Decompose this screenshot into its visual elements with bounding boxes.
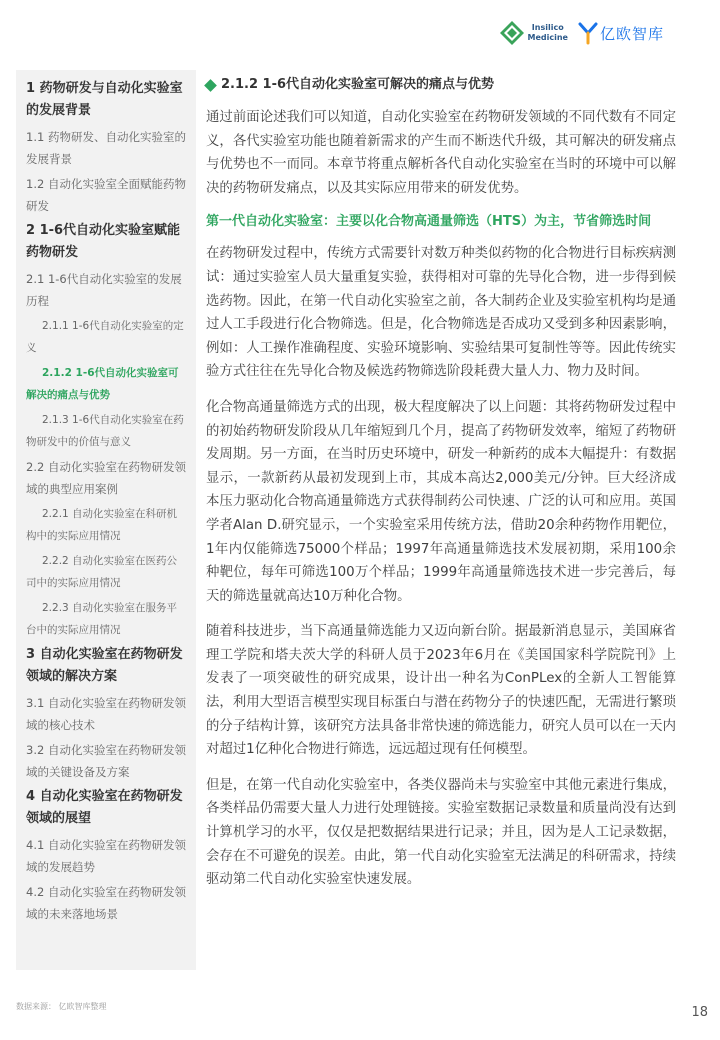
toc-item-2-2-3-label: 2.2.3 自动化实验室在服务平台中的实际应用情况 <box>26 602 178 636</box>
toc-item-2-2-3[interactable] <box>26 597 186 641</box>
diamond-bullet-icon <box>204 79 217 92</box>
toc-item-2-1-2-active[interactable] <box>26 362 186 406</box>
toc-item-4[interactable]: 4 自动化实验室在药物研发领域的展望 <box>26 789 183 826</box>
body-paragraph-3: 随着科技进步，当下高通量筛选能力又迈向新台阶。据最新消息显示，美国麻省理工学院和塔夫茨大学的科研人员于2023年6月在《美国国家科学院院刊》上发表了一项突破性的研究成果，设计出一种名为ConPLex的全新人工智能算法，利用大型语言模型实现目标蛋白与潜在药物分子的快速匹配，无需进行繁琐的分子结构计算，该研究方法具备非常快速的筛选能力，研究人员可以在一天内对超过1亿种化合物进行筛选，远远超过现有任何模型。 <box>206 624 676 758</box>
page-number: 18 <box>691 1005 708 1020</box>
main-content <box>206 70 676 892</box>
insilico-logo-line1: Insilico <box>531 23 564 32</box>
body-paragraph-1: 在药物研发过程中，传统方式需要针对数万种类似药物的化合物进行目标疾病测试：通过实验室人员大量重复实验，获得相对可靠的先导化合物，进一步得到候选药物。因此，在第一代自动化实验室之前，各大制药企业及实验室机构均是通过人工手段进行化合物筛选。但是，化合物筛选是否成功又受到多种因素影响，例如：人工操作准确程度、实验环境影响、实验结果可复制性等等。因此传统实验方式往往在先导化合物及候选药物筛选阶段耗费大量人力、物力及时间。 <box>206 246 676 380</box>
toc-item-1-2[interactable]: 1.2 自动化实验室全面赋能药物研发 <box>26 177 186 213</box>
toc-sidebar <box>16 70 196 970</box>
toc-item-2-2-1-label: 2.2.1 自动化实验室在科研机构中的实际应用情况 <box>26 508 178 542</box>
toc-item-4-2[interactable]: 4.2 自动化实验室在药物研发领域的未来落地场景 <box>26 885 186 921</box>
body-paragraph-4: 但是，在第一代自动化实验室中，各类仪器尚未与实验室中其他元素进行集成，各类样品仍需要大量人力进行处理链接。实验室数据记录数量和质量尚没有达到计算机学习的水平，仅仅是把数据结果进行记录；并且，因为是人工记录数据，会存在不可避免的误差。由此，第一代自动化实验室无法满足的科研需求，持续驱动第二代自动化实验室快速发展。 <box>206 777 676 888</box>
yiou-logo-text: 亿欧智库 <box>599 24 664 43</box>
toc-item-3-1[interactable]: 3.1 自动化实验室在药物研发领域的核心技术 <box>26 696 186 732</box>
toc-item-2-1-3[interactable] <box>26 409 186 453</box>
toc-item-2-1-3-label: 2.1.3 1-6代自动化实验室在药物研发中的价值与意义 <box>26 414 184 448</box>
intro-paragraph: 通过前面论述我们可以知道，自动化实验室在药物研发领域的不同代数有不同定义，各代实验室功能也随着新需求的产生而不断迭代升级，其可解决的研发痛点与优势也不一而同。本章节将重点解析各代自动化实验室在当时的环境中可以解决的药物研发痛点，以及其实际应用带来的研发优势。 <box>206 110 676 196</box>
insilico-medicine-logo <box>499 20 568 46</box>
toc-item-2-1[interactable]: 2.1 1-6代自动化实验室的发展历程 <box>26 272 182 308</box>
yiou-y-icon <box>578 21 598 45</box>
insilico-diamond-icon <box>499 20 525 46</box>
header-logos <box>499 16 664 50</box>
toc-item-2-1-2-label: 2.1.2 1-6代自动化实验室可解决的痛点与优势 <box>26 367 179 401</box>
section-title <box>206 70 676 100</box>
toc-item-2-2-1[interactable] <box>26 503 186 547</box>
toc-item-3-2[interactable]: 3.2 自动化实验室在药物研发领域的关键设备及方案 <box>26 743 186 779</box>
toc-item-2-2[interactable]: 2.2 自动化实验室在药物研发领域的典型应用案例 <box>26 460 186 496</box>
subheading-first-generation: 第一代自动化实验室：主要以化合物高通量筛选（HTS）为主，节省筛选时间 <box>206 214 652 230</box>
toc-item-2-1-1-label: 2.1.1 1-6代自动化实验室的定义 <box>26 320 184 354</box>
body-paragraph-2: 化合物高通量筛选方式的出现，极大程度解决了以上问题：其将药物研发过程中的初始药物研发阶段从几年缩短到几个月，提高了药物研发效率，缩短了药物研发周期。另一方面，在当时历史环境中，研发一种新药的成本大幅提升：有数据显示，一款新药从最初发现到上市，其成本高达2,000美元/分钟。巨大经济成本压力驱动化合物高通量筛选方式获得制药公司快速、广泛的认可和应用。英国学者Alan D.研究显示，一个实验室采用传统方法，借助20余种药物作用靶位，1年内仅能筛选75000个样品；1997年高通量筛选技术发展初期，采用100余种靶位，每年可筛选100万个样品；1999年高通量筛选技术进一步完善后，每天的筛选量就高达10万种化合物。 <box>206 399 676 604</box>
toc-item-1-1[interactable]: 1.1 药物研发、自动化实验室的发展背景 <box>26 130 186 166</box>
toc-item-2-2-2[interactable] <box>26 550 186 594</box>
data-source-note: 数据来源： 亿欧智库整理 <box>16 1002 107 1011</box>
toc-item-2[interactable]: 2 1-6代自动化实验室赋能药物研发 <box>26 223 181 260</box>
insilico-logo-line2: Medicine <box>527 33 568 42</box>
toc-item-3[interactable]: 3 自动化实验室在药物研发领域的解决方案 <box>26 647 183 684</box>
toc-item-2-1-1[interactable] <box>26 315 186 359</box>
toc-item-4-1[interactable]: 4.1 自动化实验室在药物研发领域的发展趋势 <box>26 838 186 874</box>
toc-item-1[interactable]: 1 药物研发与自动化实验室的发展背景 <box>26 81 183 118</box>
yiou-zhiku-logo <box>578 21 664 45</box>
toc-item-2-2-2-label: 2.2.2 自动化实验室在医药公司中的实际应用情况 <box>26 555 178 589</box>
section-title-text: 2.1.2 1-6代自动化实验室可解决的痛点与优势 <box>221 77 495 92</box>
